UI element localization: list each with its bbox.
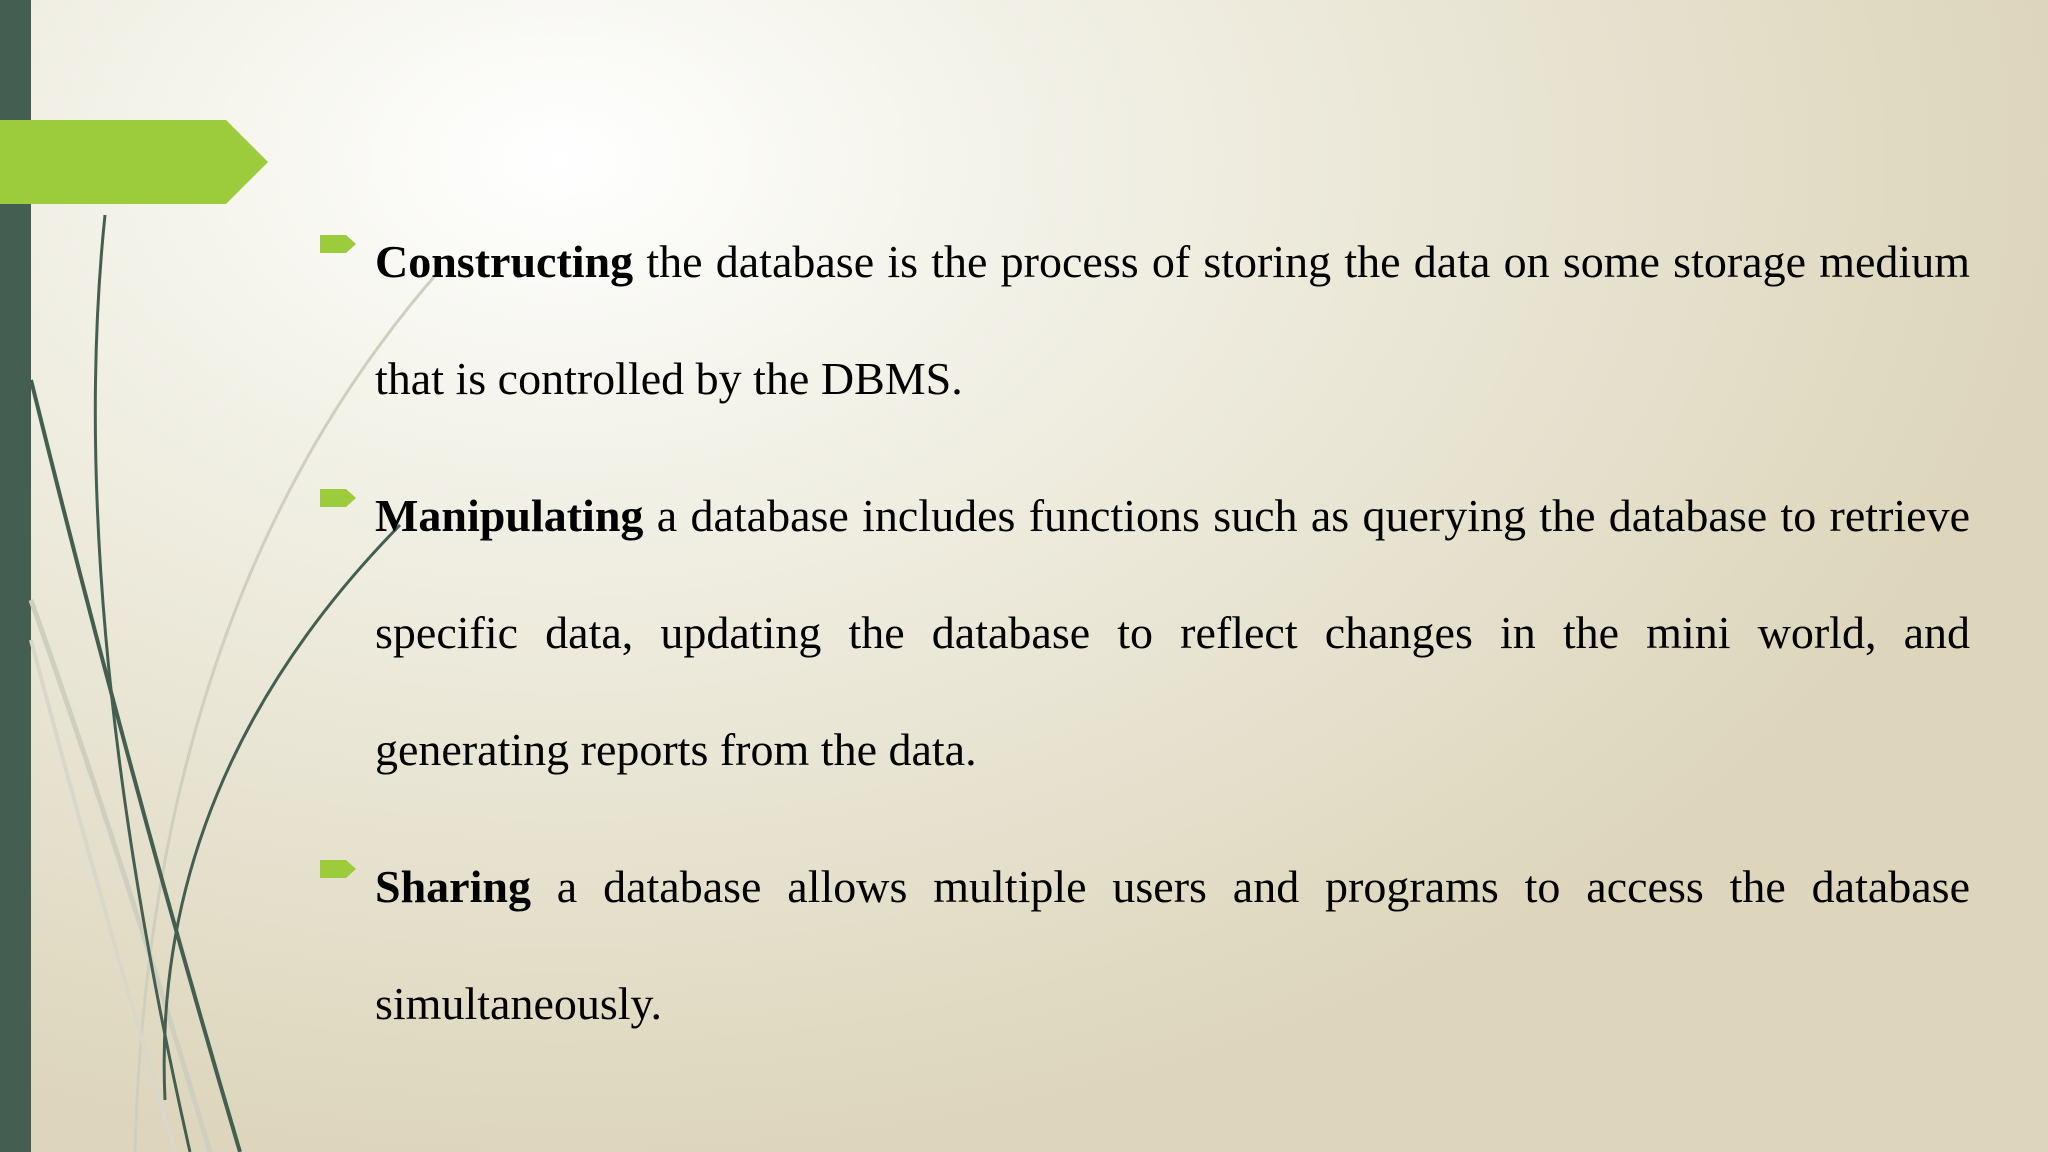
bullet-text xyxy=(375,828,1970,1062)
bullet-body: the database is the process of storing the data on some storage medium that is controlled by the DBMS. xyxy=(375,236,1970,404)
bullet-term: Constructing xyxy=(375,236,634,287)
green-arrow-bullet-icon xyxy=(320,235,356,253)
green-arrow-banner xyxy=(0,120,268,204)
bullet-term: Sharing xyxy=(375,861,531,912)
bullet-body: a database allows multiple users and programs to access the database simultaneously. xyxy=(375,861,1970,1029)
bullet-list xyxy=(320,203,1970,1082)
bullet-item-sharing xyxy=(320,828,1970,1062)
bullet-text xyxy=(375,203,1970,437)
bullet-item-constructing xyxy=(320,203,1970,437)
bullet-body: a database includes functions such as querying the database to retrieve specific data, updating the database to reflect changes in the mini world, and generating reports from the data. xyxy=(375,490,1970,775)
bullet-item-manipulating xyxy=(320,457,1970,808)
green-arrow-bullet-icon xyxy=(320,489,356,507)
green-arrow-bullet-icon xyxy=(320,860,356,878)
bullet-text xyxy=(375,457,1970,808)
bullet-term: Manipulating xyxy=(375,490,644,541)
